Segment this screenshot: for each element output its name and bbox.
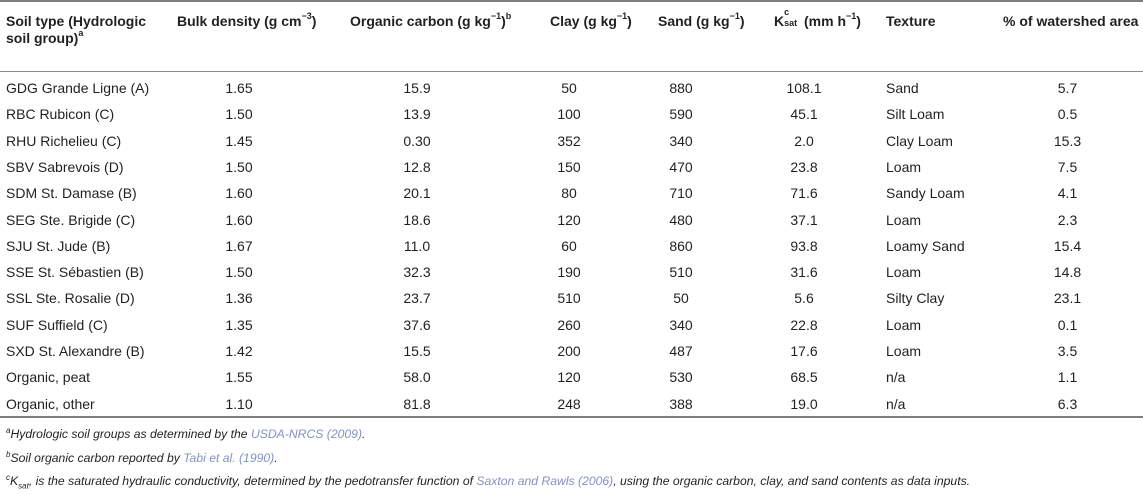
footnote-b-end: . [274, 451, 278, 465]
cell-clay: 100 [557, 106, 581, 123]
cell-texture: Loam [886, 343, 922, 359]
header-sand-text: Sand (g kg [658, 13, 730, 29]
cell-ksat: 23.8 [790, 158, 818, 175]
cell-organic-carbon: 13.9 [403, 106, 431, 123]
cell-soil-type: Organic, other [6, 395, 95, 412]
cell-watershed-area: 7.5 [1057, 158, 1078, 175]
cell-organic-carbon: 0.30 [403, 132, 431, 149]
cell-clay: 60 [561, 237, 577, 254]
cell-bulk-density: 1.42 [225, 343, 253, 359]
footnote-a [6, 427, 365, 442]
cell-ksat: 68.5 [790, 369, 818, 386]
cell-soil-type: GDG Grande Ligne (A) [6, 80, 150, 96]
cell-clay: 248 [557, 395, 581, 412]
cell-soil-type: SBV Sabrevois (D) [6, 158, 124, 175]
header-sand-exp: −1 [729, 11, 740, 22]
cell-watershed-area: 1.1 [1057, 369, 1078, 386]
cell-sand: 480 [669, 211, 693, 228]
footnote-b [6, 451, 278, 466]
cell-sand: 50 [673, 290, 689, 307]
cell-ksat: 93.8 [790, 237, 818, 254]
footnote-c-mark: c [6, 472, 10, 482]
header-texture: Texture [886, 13, 936, 29]
footnote-a-end: . [362, 427, 366, 441]
cell-clay: 352 [557, 132, 581, 149]
cell-soil-type: RBC Rubicon (C) [6, 106, 115, 123]
cell-clay: 80 [561, 185, 577, 202]
cell-bulk-density: 1.50 [225, 106, 253, 123]
cell-ksat: 5.6 [794, 290, 814, 307]
cell-clay: 200 [557, 343, 581, 359]
cell-watershed-area: 0.5 [1057, 106, 1078, 123]
header-clay-exp: −1 [616, 11, 628, 22]
footnote-a-reference-link[interactable]: USDA-NRCS (2009) [250, 427, 363, 441]
cell-soil-type: Organic, peat [6, 369, 91, 386]
footnote-b-mark: b [6, 449, 11, 459]
cell-bulk-density: 1.60 [225, 211, 253, 228]
cell-watershed-area: 3.5 [1057, 343, 1078, 359]
footnote-a-text: Hydrologic soil groups as determined by the [10, 427, 251, 441]
cell-sand: 590 [669, 106, 693, 123]
cell-ksat: 108.1 [786, 80, 822, 96]
cell-sand: 710 [669, 185, 693, 202]
header-soil-type [6, 13, 146, 47]
cell-watershed-area: 15.4 [1053, 237, 1082, 254]
cell-organic-carbon: 58.0 [403, 369, 431, 386]
footnote-c-k: K [10, 474, 19, 488]
cell-texture: Silt Loam [886, 106, 945, 123]
footnote-c [6, 474, 970, 489]
header-soil-type-line2: soil group) [6, 30, 79, 46]
cell-texture: n/a [886, 369, 906, 386]
cell-ksat: 22.8 [790, 316, 818, 333]
cell-texture: Clay Loam [886, 132, 953, 149]
header-watershed-area: % of watershed area [1003, 13, 1139, 29]
cell-texture: Sand [886, 80, 919, 96]
cell-soil-type: SJU St. Jude (B) [6, 237, 111, 254]
footnote-c-end: , using the organic carbon, clay, and sand contents as data inputs. [613, 474, 971, 488]
cell-watershed-area: 4.1 [1057, 185, 1078, 202]
cell-texture: Sandy Loam [886, 185, 965, 202]
cell-watershed-area: 14.8 [1053, 264, 1082, 281]
cell-clay: 260 [557, 316, 581, 333]
cell-organic-carbon: 32.3 [403, 264, 431, 281]
cell-sand: 388 [669, 395, 693, 412]
cell-texture: Loamy Sand [886, 237, 965, 254]
header-ksat-k: K [774, 13, 785, 29]
cell-sand: 340 [669, 316, 693, 333]
cell-organic-carbon: 18.6 [403, 211, 431, 228]
header-clay [550, 13, 632, 30]
cell-texture: Loam [886, 211, 922, 228]
cell-ksat: 71.6 [790, 185, 818, 202]
cell-watershed-area: 6.3 [1057, 395, 1078, 412]
cell-sand: 860 [669, 237, 693, 254]
header-clay-close: ) [627, 13, 632, 29]
cell-bulk-density: 1.65 [225, 80, 253, 96]
cell-clay: 120 [557, 211, 581, 228]
cell-watershed-area: 2.3 [1057, 211, 1078, 228]
cell-clay: 190 [557, 264, 581, 281]
footnote-mark-b: b [505, 11, 512, 22]
header-ksat-exp: −1 [846, 11, 857, 22]
cell-ksat: 45.1 [790, 106, 818, 123]
cell-bulk-density: 1.67 [225, 237, 253, 254]
cell-organic-carbon: 23.7 [403, 290, 431, 307]
footnote-b-text: Soil organic carbon reported by [10, 451, 184, 465]
header-organic-carbon-exp: −1 [490, 11, 502, 22]
cell-watershed-area: 15.3 [1053, 132, 1082, 149]
header-bulk-density-exp: −3 [301, 11, 312, 22]
cell-soil-type: RHU Richelieu (C) [6, 132, 122, 149]
cell-clay: 50 [561, 80, 577, 96]
cell-texture: Loam [886, 158, 922, 175]
header-organic-carbon [350, 13, 511, 30]
cell-ksat: 2.0 [794, 132, 814, 149]
cell-organic-carbon: 15.5 [403, 343, 431, 359]
cell-sand: 530 [669, 369, 693, 386]
header-soil-type-line1: Soil type (Hydrologic [6, 13, 147, 29]
cell-bulk-density: 1.35 [225, 316, 253, 333]
cell-bulk-density: 1.10 [225, 395, 253, 412]
cell-soil-type: SXD St. Alexandre (B) [6, 343, 145, 359]
cell-organic-carbon: 11.0 [403, 237, 431, 254]
cell-sand: 510 [669, 264, 693, 281]
header-sand-close: ) [739, 13, 745, 29]
cell-organic-carbon: 15.9 [403, 80, 431, 96]
cell-ksat: 19.0 [790, 395, 818, 412]
footnote-c-reference-link[interactable]: Saxton and Rawls (2006) [476, 474, 614, 488]
cell-ksat: 37.1 [790, 211, 818, 228]
cell-soil-type: SSE St. Sébastien (B) [6, 264, 144, 281]
cell-sand: 487 [669, 343, 693, 359]
header-ksat: K c sat (mm $h^{-1}$) [774, 7, 861, 29]
cell-watershed-area: 0.1 [1057, 316, 1078, 333]
cell-organic-carbon: 81.8 [403, 395, 431, 412]
top-rule [0, 0, 1143, 2]
cell-soil-type: SEG Ste. Brigide (C) [6, 211, 136, 228]
footnote-a-mark: a [6, 425, 11, 435]
cell-texture: Loam [886, 316, 922, 333]
header-sand [658, 13, 745, 30]
footnote-b-reference-link[interactable]: Tabi et al. (1990) [183, 451, 275, 465]
cell-bulk-density: 1.50 [225, 158, 253, 175]
header-bulk-density [177, 13, 316, 30]
header-rule [0, 71, 1143, 72]
footnote-c-k-subscript: sat [18, 481, 29, 491]
cell-clay: 150 [557, 158, 581, 175]
footnote-c-text: , is the saturated hydraulic conductivity, determined by the pedotransfer function of [28, 474, 477, 488]
cell-texture: n/a [886, 395, 906, 412]
cell-organic-carbon: 20.1 [403, 185, 431, 202]
cell-watershed-area: 23.1 [1053, 290, 1082, 307]
header-bulk-density-text: Bulk density (g cm [177, 13, 302, 29]
header-bulk-density-close: ) [311, 13, 317, 29]
cell-organic-carbon: 37.6 [403, 316, 431, 333]
cell-ksat: 31.6 [790, 264, 818, 281]
header-ksat-close: ) [856, 13, 861, 29]
cell-soil-type: SDM St. Damase (B) [6, 185, 137, 202]
header-organic-carbon-close: ) [501, 13, 506, 29]
cell-watershed-area: 5.7 [1057, 80, 1078, 96]
cell-sand: 880 [669, 80, 693, 96]
header-clay-text: Clay (g kg [550, 13, 617, 29]
footnote-mark-a: a [78, 28, 84, 39]
cell-bulk-density: 1.50 [225, 264, 253, 281]
bottom-rule [0, 416, 1143, 418]
header-organic-carbon-text: Organic carbon (g kg [350, 13, 491, 29]
cell-organic-carbon: 12.8 [403, 158, 431, 175]
cell-bulk-density: 1.36 [225, 290, 253, 307]
cell-sand: 340 [669, 132, 693, 149]
header-ksat-text: (mm h [800, 13, 847, 29]
cell-sand: 470 [669, 158, 693, 175]
cell-clay: 510 [557, 290, 581, 307]
cell-texture: Silty Clay [886, 290, 945, 307]
cell-texture: Loam [886, 264, 922, 281]
cell-soil-type: SSL Ste. Rosalie (D) [6, 290, 135, 307]
cell-soil-type: SUF Suffield (C) [6, 316, 108, 333]
cell-clay: 120 [557, 369, 581, 386]
cell-bulk-density: 1.55 [225, 369, 253, 386]
cell-bulk-density: 1.45 [225, 132, 253, 149]
cell-bulk-density: 1.60 [225, 185, 253, 202]
cell-ksat: 17.6 [790, 343, 818, 359]
